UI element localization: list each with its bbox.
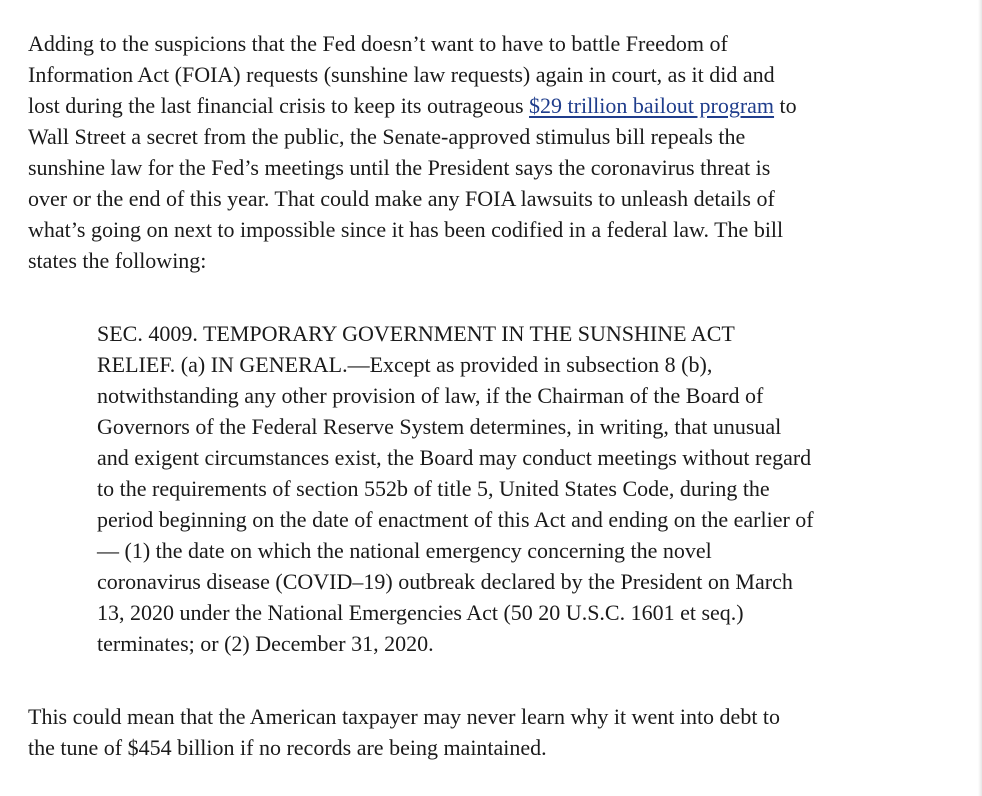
paragraph-text: to bbox=[774, 93, 797, 118]
paragraph-line: states the following: bbox=[28, 248, 207, 273]
intro-paragraph bbox=[28, 28, 928, 276]
quote-line: and exigent circumstances exist, the Board may conduct meetings without regard bbox=[97, 445, 812, 470]
quote-line: notwithstanding any other provision of law, if the Chairman of the Board of bbox=[97, 383, 764, 408]
quote-line: 13, 2020 under the National Emergencies Act (50 20 U.S.C. 1601 et seq.) bbox=[97, 600, 744, 625]
paragraph-line bbox=[28, 90, 928, 121]
paragraph-line: Wall Street a secret from the public, the Senate-approved stimulus bill repeals the bbox=[28, 124, 746, 149]
quote-line: period beginning on the date of enactment of this Act and ending on the earlier of bbox=[97, 507, 814, 532]
quote-line: terminates; or (2) December 31, 2020. bbox=[97, 631, 434, 656]
quote-line: — (1) the date on which the national emergency concerning the novel bbox=[97, 538, 712, 563]
right-edge-divider bbox=[978, 0, 982, 796]
paragraph-line: what’s going on next to impossible since it has been codified in a federal law. The bill bbox=[28, 217, 784, 242]
quote-line: RELIEF. (a) IN GENERAL.—Except as provided in subsection 8 (b), bbox=[97, 352, 713, 377]
quote-line: SEC. 4009. TEMPORARY GOVERNMENT IN THE SUNSHINE ACT bbox=[97, 321, 735, 346]
closing-paragraph bbox=[28, 701, 928, 763]
paragraph-line: sunshine law for the Fed’s meetings until the President says the coronavirus threat is bbox=[28, 155, 771, 180]
quote-line: coronavirus disease (COVID–19) outbreak declared by the President on March bbox=[97, 569, 793, 594]
quote-line: to the requirements of section 552b of title 5, United States Code, during the bbox=[97, 476, 770, 501]
paragraph-line: Adding to the suspicions that the Fed doesn’t want to have to battle Freedom of bbox=[28, 31, 728, 56]
paragraph-line: the tune of $454 billion if no records are being maintained. bbox=[28, 735, 547, 760]
paragraph-line: Information Act (FOIA) requests (sunshine law requests) again in court, as it did and bbox=[28, 62, 775, 87]
paragraph-text: lost during the last financial crisis to keep its outrageous bbox=[28, 93, 530, 118]
bill-quote-blockquote bbox=[97, 318, 937, 659]
paragraph-line: This could mean that the American taxpayer may never learn why it went into debt to bbox=[28, 704, 781, 729]
quote-line: Governors of the Federal Reserve System determines, in writing, that unusual bbox=[97, 414, 782, 439]
bailout-program-link[interactable]: $29 trillion bailout program bbox=[529, 93, 775, 118]
paragraph-line: over or the end of this year. That could make any FOIA lawsuits to unleash details of bbox=[28, 186, 775, 211]
